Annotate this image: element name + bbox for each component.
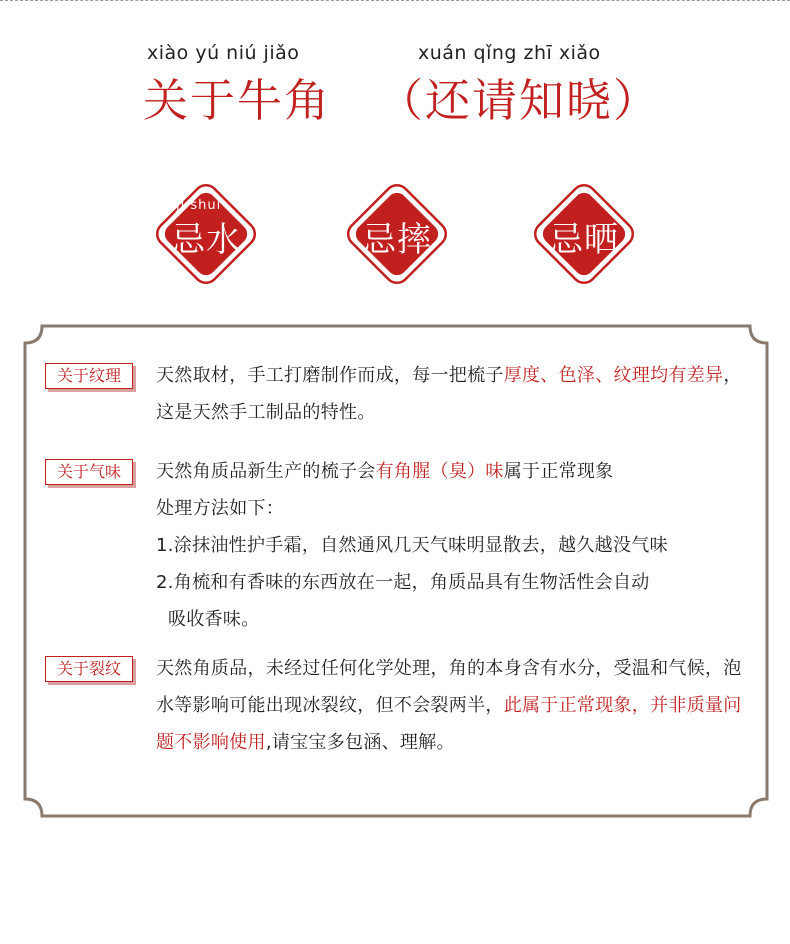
section-tag: 关于气味 [45,459,133,485]
taboo-label: 忌晒 [549,220,619,260]
title-pinyin-left: xiào yú niú jiǎo [147,42,300,64]
text-run: 天然角质品，未经过任何化学处理，角的本身含有水分，受温和气候，泡水等影响可能出现冰裂纹，但不会裂两半， [156,658,742,716]
page-subtitle: （还请知晓） [378,74,661,127]
text-run: ，这是天然手工制品的特性。 [156,365,742,423]
text-line [156,453,746,490]
page-header [0,42,790,127]
taboo-badge-drop [337,178,457,290]
text-line: 吸收香味。 [168,609,260,630]
taboo-badge-water [146,178,266,290]
text-run: 天然取材，手工打磨制作而成，每一把梳子 [156,365,504,386]
taboo-label: 忌水 [171,220,241,260]
text-run: 天然角质品新生产的梳子会 [156,461,376,482]
taboo-pinyin: ji shui [176,198,222,213]
text-run: ,请宝宝多包涵、理解。 [265,732,455,753]
section-text [156,357,746,431]
taboo-badge-sun [524,178,644,290]
section-text [156,650,746,761]
taboo-label: 忌摔 [362,220,432,260]
page-title: 关于牛角 [143,74,332,127]
top-dashed-rule [0,0,790,1]
title-pinyin-right: xuán qǐng zhī xiǎo [418,42,601,64]
text-line: 1.涂抹油性护手霜，自然通风几天气味明显散去，越久越没气味 [156,535,668,556]
highlight-text: 此属于正常现象，并非质量问题不影响使用 [156,695,742,753]
section-tag: 关于裂纹 [45,656,133,682]
section-text [156,453,746,638]
text-line: 2.角梳和有香味的东西放在一起，角质品具有生物活性会自动 [156,572,650,593]
section-tag: 关于纹理 [45,363,133,389]
highlight-text: 有角腥（臭）味 [375,461,504,482]
text-run: 属于正常现象 [503,461,614,482]
text-line: 处理方法如下： [156,498,285,519]
highlight-text: 厚度、色泽、纹理均有差异 [503,365,724,386]
